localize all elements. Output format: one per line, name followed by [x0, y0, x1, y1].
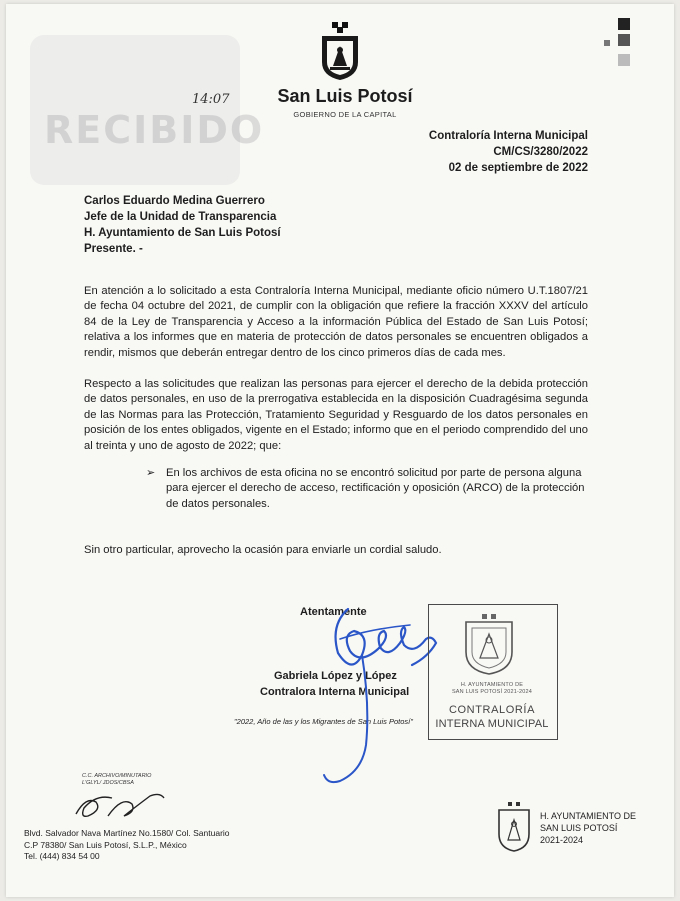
- seal-line-2: INTERNA MUNICIPAL: [435, 718, 549, 730]
- footer-phone: Tel. (444) 834 54 00: [24, 851, 100, 861]
- seal-crest-icon: [460, 612, 518, 676]
- year-motto: "2022, Año de las y los Migrantes de San Luis Potosí": [234, 717, 413, 726]
- footer-ayuntamiento: [540, 810, 636, 846]
- arrow-bullet-icon: ➢: [146, 467, 156, 479]
- seal-small-line-2: SAN LUIS POTOSÍ 2021-2024: [451, 689, 533, 695]
- closing-line: Sin otro particular, aprovecho la ocasión para enviarle un cordial saludo.: [84, 544, 442, 556]
- reference-block: [429, 128, 588, 176]
- bullet-item: [146, 466, 592, 512]
- received-stamp-word: RECIBIDO: [44, 108, 265, 152]
- addressee-org: H. Ayuntamiento de San Luis Potosí: [84, 227, 281, 239]
- footer-right-line-2: SAN LUIS POTOSÍ: [540, 823, 618, 833]
- pixel-mark-icon: [596, 18, 636, 70]
- reference-number: CM/CS/3280/2022: [493, 146, 588, 158]
- organization-subtitle: GOBIERNO DE LA CAPITAL: [293, 110, 397, 119]
- atentamente-label: Atentamente: [300, 606, 367, 618]
- footer-right-line-3: 2021-2024: [540, 835, 584, 845]
- footer-address: [24, 828, 230, 863]
- bullet-text: En los archivos de esta oficina no se encontró solicitud por parte de persona alguna para ejercer el derecho de acceso, rectificación y oposición (ARCO) de la protección de datos personales.: [166, 467, 585, 510]
- addressee-presente: Presente. -: [84, 243, 143, 255]
- reference-office: Contraloría Interna Municipal: [428, 130, 588, 142]
- reference-date: 02 de septiembre de 2022: [448, 162, 588, 174]
- cc-line-2: L'GLYL/ JDOS/CBSA: [82, 780, 134, 786]
- handwritten-initials: [72, 788, 172, 822]
- body-paragraph-2: Respecto a las solicitudes que realizan las personas para ejercer el derecho de la debida protección de datos personales, en uso de la prerrogativa establecida en la disposición Cuadragésima segunda de las Normas para las Protección, Tratamiento Seguridad y Resguardo de los datos personales en posición de los entes obligados, vigente en el Estado; informo que en el periodo comprendido del uno al treinta y uno de agosto de 2022; que:: [84, 378, 588, 452]
- body-paragraph-1: En atención a lo solicitado a esta Contraloría Interna Municipal, mediante oficio número U.T.1807/21 de fecha 04 octubre del 2021, de cumplir con la obligación que refiere la fracción XXXV del artículo 84 de la Ley de Transparencia y Acceso a la información Pública del Estado de San Luis Potosí; relativa a los informes que en materia de protección de datos personales se encuentren obligados a rendir, mismos que deberán entregar dentro de los cinco primeros días de cada mes.: [84, 285, 588, 359]
- seal-small-line-1: H. AYUNTAMIENTO DE: [460, 682, 524, 688]
- signer-name: Gabriela López y López: [274, 670, 397, 682]
- signer-role: Contralora Interna Municipal: [260, 686, 410, 698]
- footer-address-line-1: Blvd. Salvador Nava Martínez No.1580/ Col. Santuario: [24, 828, 230, 838]
- cc-line-1: C.C. ARCHIVO/MINUTARIO: [82, 773, 152, 779]
- seal-line-1: CONTRALORÍA: [448, 704, 536, 716]
- footer-crest-icon: [496, 802, 532, 852]
- received-stamp-time: 14:07: [192, 92, 230, 107]
- addressee-role: Jefe de la Unidad de Transparencia: [84, 211, 277, 223]
- city-crest-icon: [318, 22, 362, 82]
- addressee-name: Carlos Eduardo Medina Guerrero: [84, 195, 265, 207]
- footer-right-line-1: H. AYUNTAMIENTO DE: [540, 811, 637, 821]
- footer-address-line-2: C.P 78380/ San Luis Potosí, S.L.P., México: [24, 839, 187, 850]
- organization-name: San Luis Potosí: [277, 86, 413, 106]
- addressee-block: [84, 193, 281, 257]
